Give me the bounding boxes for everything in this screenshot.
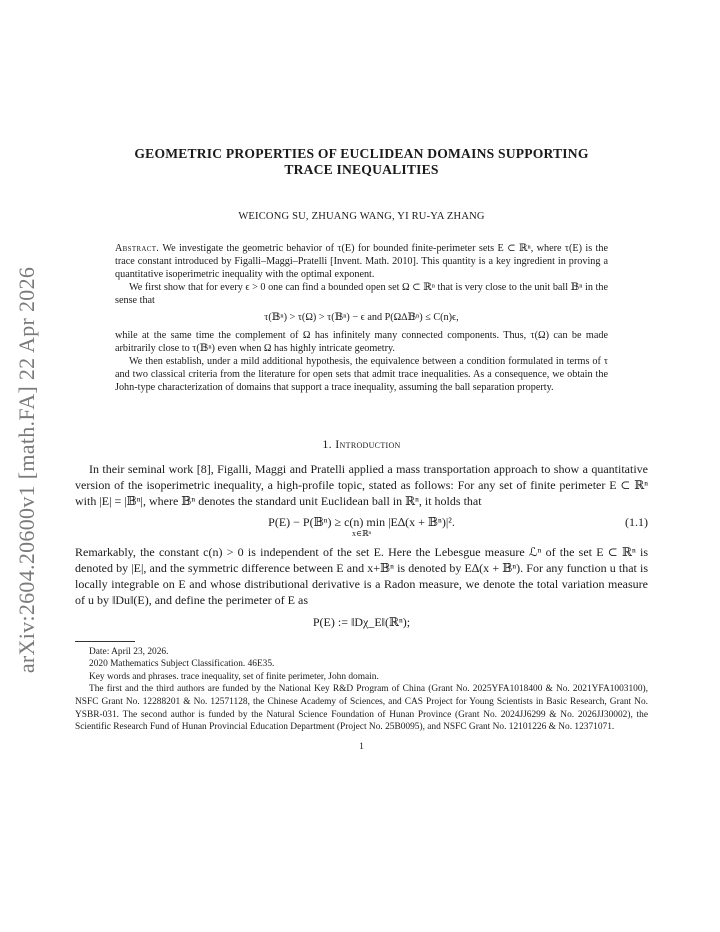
title-line-1: GEOMETRIC PROPERTIES OF EUCLIDEAN DOMAINS SUPPORTING (134, 146, 589, 161)
abstract (115, 242, 608, 394)
abstract-paragraph-3: We then establish, under a mild additional hypothesis, the equivalence between a condition formulated in terms of τ and two classical criteria from the literature for open sets that admit trace inequalities. As a consequence, we obtain the John-type characterization of domains that support a trace inequality, assuming the ball separation property. (115, 356, 608, 393)
equation-1-1-subscript: x∈ℝⁿ (351, 529, 372, 539)
title-line-2: TRACE INEQUALITIES (284, 162, 439, 177)
author-list: WEICONG SU, ZHUANG WANG, YI RU-YA ZHANG (238, 211, 485, 222)
footnote-divider (75, 641, 135, 642)
footnotes (75, 646, 648, 734)
equation-perimeter: P(E) := ‖Dχ_E‖(ℝⁿ); (312, 614, 411, 629)
body-paragraph-2: Remarkably, the constant c(n) > 0 is independent of the set E. Here the Lebesgue measure ℒⁿ of the set E ⊂ ℝⁿ is denoted by |E|, and the symmetric difference between E and x+𝔹ⁿ is denoted by E∆(x + 𝔹ⁿ). For any function u that is locally integrable on E and whose distributional derivative is a Radon measure, we denote the total variation measure of u by ‖Du‖(E), and define the perimeter of E as (75, 545, 648, 607)
footnote-funding: The first and the third authors are funded by the National Key R&D Program of China (Grant No. 2025YFA1018400 & No. 2021YFA1003100), NSFC Grant No. 12288201 & No. 12571128, the Chinese Academy of Sciences, and CAS Project for Young Scientists in Basic Research, Grant No. YSBR-031. The second author is funded by the Natural Science Foundation of Hunan Province (Grant No. 2024JJ6299 & No. 2026JJ30002), the Scientific Research Fund of Hunan Provincial Education Department (Project No. 25B0095), and NSFC Grant No. 12101226 & No. 12371071. (75, 684, 648, 733)
abstract-paragraph-1 (115, 242, 608, 281)
equation-number: (1.1) (625, 515, 648, 530)
equation-1-1 (75, 515, 648, 537)
page-number: 1 (359, 741, 364, 752)
arxiv-identifier (10, 250, 44, 690)
section-heading: 1. Introduction (322, 437, 401, 451)
abstract-paragraph-2: We first show that for every ϵ > 0 one can find a bounded open set Ω ⊂ ℝⁿ that is very close to the unit ball 𝔹ⁿ in the sense that (115, 282, 608, 306)
paper-title (75, 146, 648, 178)
body-paragraph-1: In their seminal work [8], Figalli, Maggi and Pratelli applied a mass transportation approach to show a quantitative version of the isoperimetric inequality, a high-profile topic, stated as follows: For any set of finite perimeter E ⊂ ℝⁿ with |E| = |𝔹ⁿ|, where 𝔹ⁿ denotes the standard unit Euclidean ball in ℝⁿ, it holds that (75, 462, 648, 508)
abstract-p1-text: We investigate the geometric behavior of τ(E) for bounded finite-perimeter sets E ⊂ ℝⁿ, where τ(E) is the trace constant introduced by Figalli–Maggi–Pratelli [Invent. Math. 2010]. This quantity is a key ingredient in proving a quantitative isoperimetric inequality with the optimal exponent. (115, 243, 608, 280)
abstract-paragraph-2-continued: while at the same time the complement of Ω has infinitely many connected components. Thus, τ(Ω) can be made arbitrarily close to τ(𝔹ⁿ) even when Ω has highly intricate geometry. (115, 330, 608, 354)
equation-1-1-text: P(E) − P(𝔹ⁿ) ≥ c(n) min |E∆(x + 𝔹ⁿ)|². (268, 515, 455, 530)
paper-page (75, 146, 648, 752)
abstract-heading: Abstract. (115, 243, 160, 254)
introduction-body (75, 462, 648, 631)
footnote-msc: 2020 Mathematics Subject Classification. 46E35. (89, 659, 275, 670)
footnote-keywords: Key words and phrases. trace inequality, set of finite perimeter, John domain. (89, 671, 379, 682)
abstract-equation: τ(𝔹ⁿ) > τ(Ω) > τ(𝔹ⁿ) − ϵ and P(Ω∆𝔹ⁿ) ≤ C(n)ϵ, (264, 312, 459, 323)
footnote-date: Date: April 23, 2026. (89, 646, 169, 657)
arxiv-identifier-text: arXiv:2604.20600v1 [math.FA] 22 Apr 2026 (14, 266, 39, 674)
